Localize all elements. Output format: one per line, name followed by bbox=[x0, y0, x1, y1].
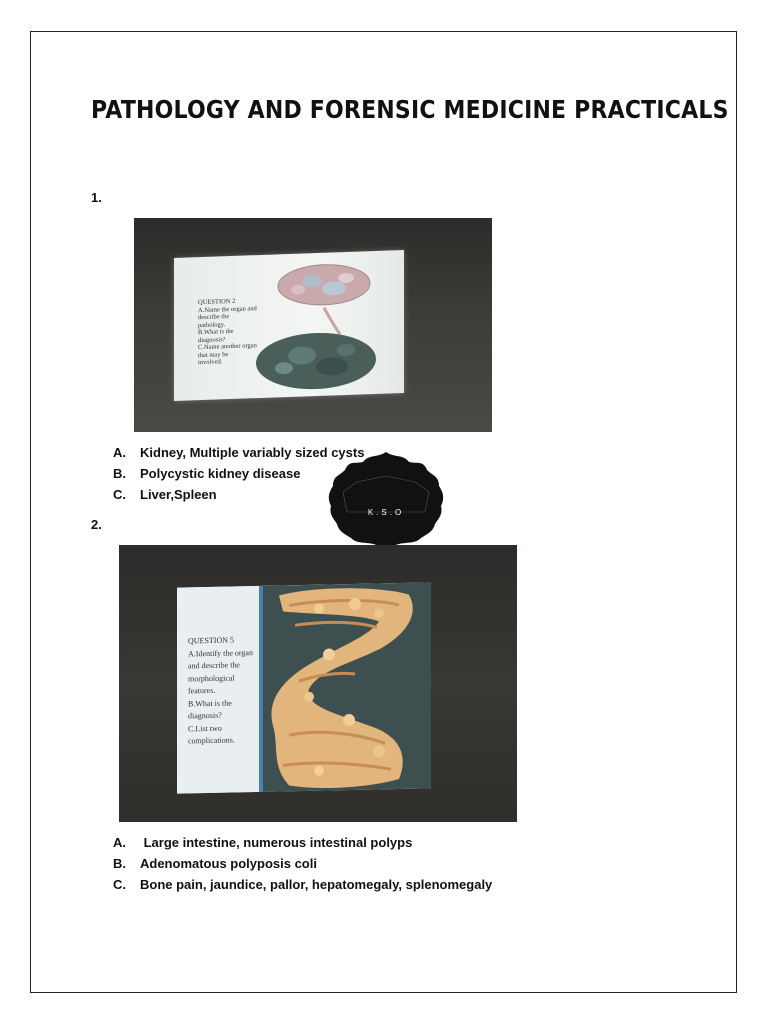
slide-2-line: A.Identify the organ bbox=[188, 647, 253, 658]
slide-2-line: C.List two bbox=[188, 723, 222, 733]
answer-item bbox=[113, 832, 492, 853]
answer-letter: B. bbox=[113, 466, 126, 481]
question-1-number: 1. bbox=[91, 190, 102, 205]
answer-letter: A. bbox=[113, 445, 126, 460]
slide-1-line: QUESTION 2 bbox=[198, 297, 236, 307]
question-2-photo bbox=[119, 545, 517, 822]
question-1-photo bbox=[134, 218, 492, 432]
answer-text: Bone pain, jaundice, pallor, hepatomegaly, splenomegaly bbox=[140, 877, 493, 892]
kso-seal-icon bbox=[327, 452, 445, 546]
slide-2-line: diagnosis? bbox=[188, 710, 222, 721]
answer-letter: B. bbox=[113, 856, 126, 871]
seal-text: K.S.O bbox=[367, 508, 405, 517]
slide-1-line: describe the bbox=[198, 313, 230, 322]
slide-1-line: involved. bbox=[198, 358, 223, 367]
slide-2-line: features. bbox=[188, 685, 216, 696]
answer-letter: C. bbox=[113, 487, 126, 502]
slide-2-line: QUESTION 5 bbox=[188, 635, 234, 646]
slide-2-line: B.What is the bbox=[188, 698, 232, 708]
projector-screen-2 bbox=[177, 582, 431, 793]
answer-text: Adenomatous polyposis coli bbox=[140, 856, 317, 871]
answer-item bbox=[113, 853, 492, 874]
answer-text: Liver,Spleen bbox=[140, 487, 217, 502]
slide-1-line: pathology. bbox=[198, 320, 226, 329]
answer-letter: C. bbox=[113, 877, 126, 892]
slide-2-line: morphological bbox=[188, 672, 235, 683]
answer-text: Kidney, Multiple variably sized cysts bbox=[140, 445, 365, 460]
question-2-answers bbox=[113, 832, 492, 895]
slide-1-line: C.Name another organ bbox=[198, 342, 257, 352]
slide-2-line: and describe the bbox=[188, 660, 240, 671]
slide-1-line: that may be bbox=[198, 350, 229, 359]
page-title: PATHOLOGY AND FORENSIC MEDICINE PRACTICALS bbox=[91, 96, 729, 125]
slide-2-text bbox=[188, 634, 253, 748]
slide-1-line: A.Name the organ and bbox=[198, 304, 257, 314]
intestine-specimen-image bbox=[259, 582, 431, 792]
projector-screen-1 bbox=[174, 250, 404, 401]
slide-2-line: complications. bbox=[188, 735, 235, 746]
answer-item bbox=[113, 874, 492, 895]
kidney-specimen-image bbox=[174, 250, 404, 401]
question-2-number: 2. bbox=[91, 517, 102, 532]
answer-text: Polycystic kidney disease bbox=[140, 466, 301, 481]
answer-text: Large intestine, numerous intestinal polyps bbox=[140, 835, 413, 850]
slide-2-panel bbox=[177, 586, 259, 794]
answer-letter: A. bbox=[113, 835, 126, 850]
slide-1-line: B.What is the bbox=[198, 327, 234, 337]
slide-1-line: diagnosis? bbox=[198, 335, 226, 344]
